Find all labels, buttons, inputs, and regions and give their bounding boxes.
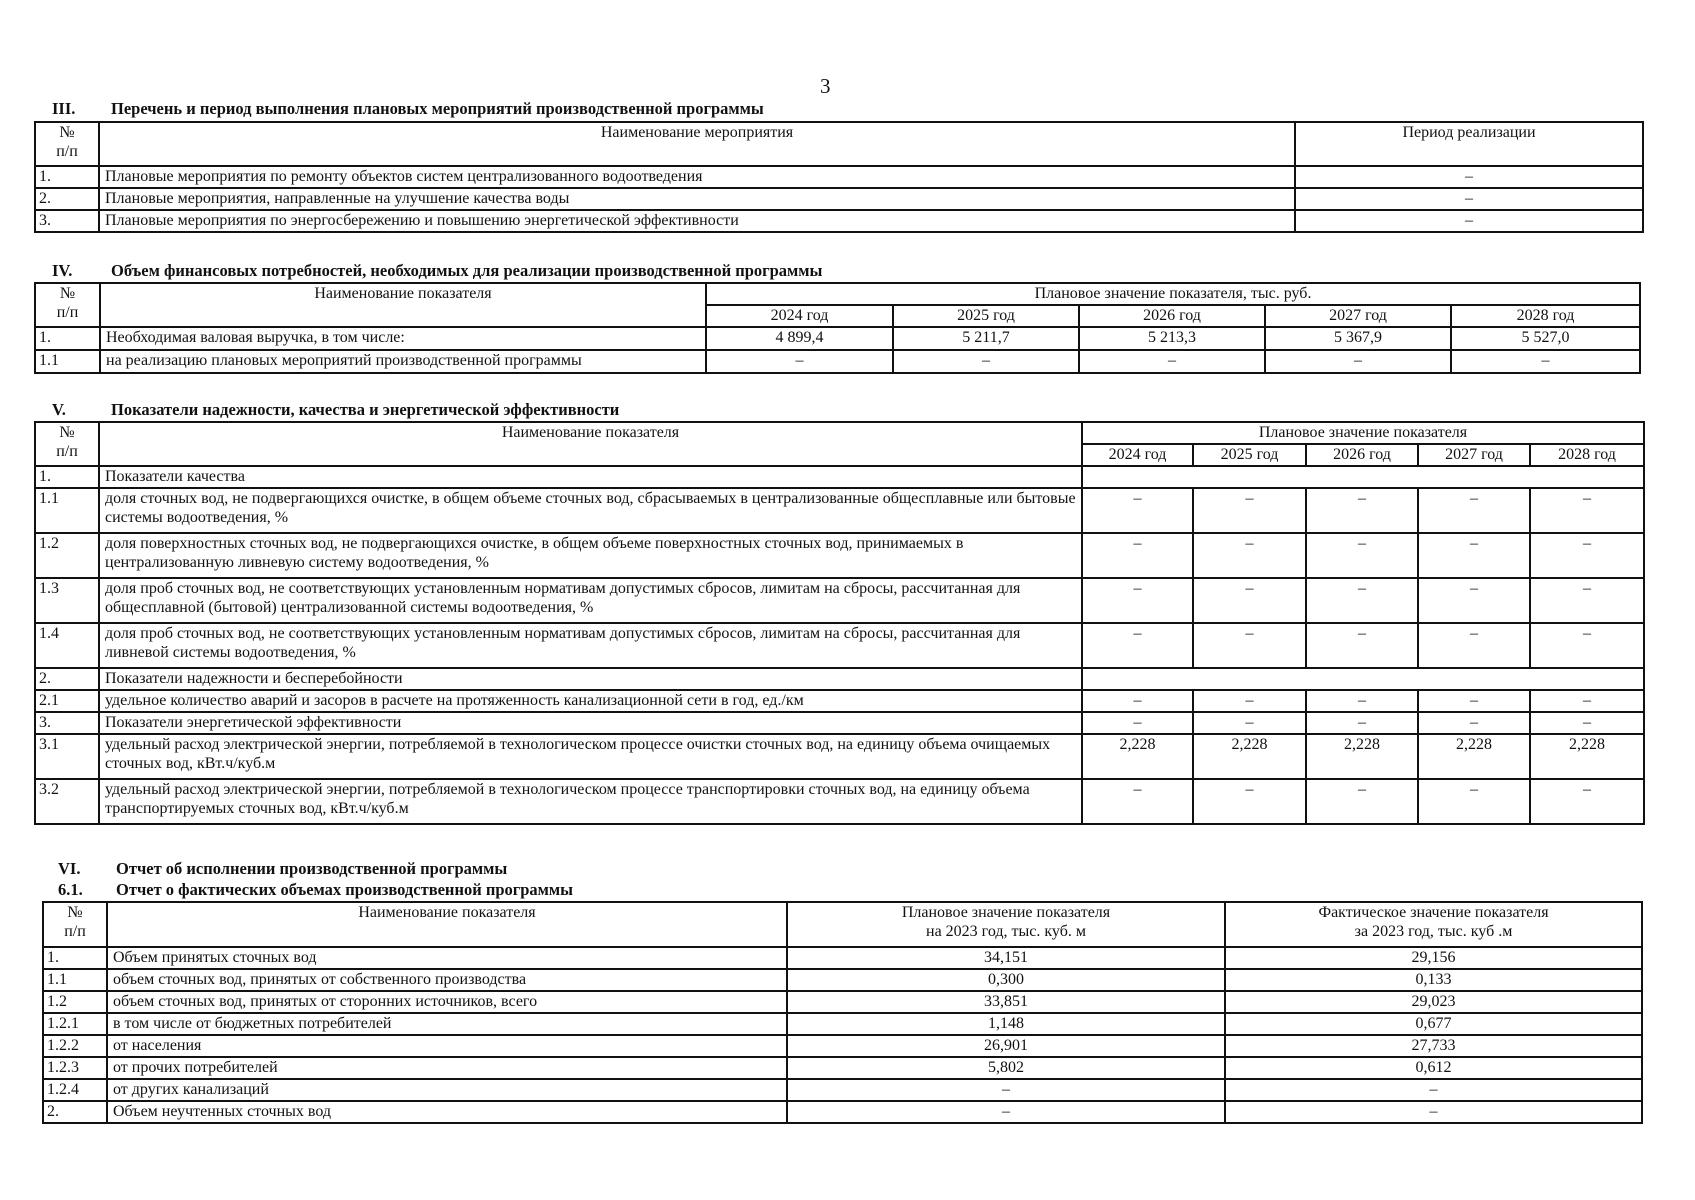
row-no: 1.3 [35,578,99,623]
table-header-row [35,122,1643,166]
row-name: удельное количество аварий и засоров в расчете на протяженность канализационной сети в год, ед./км [99,690,1082,712]
row-value: – [1306,533,1418,578]
row-period: – [1295,166,1643,188]
row-name: доля поверхностных сточных вод, не подвергающихся очистке, в общем объеме поверхностных сточных вод, принимаемых в централизованную ливневую систему водоотведения, % [99,533,1082,578]
table-group-row [35,668,1644,690]
table-row [43,1079,1642,1101]
row-name: Необходимая валовая выручка, в том числе: [100,327,706,350]
row-value: – [1306,623,1418,668]
row-plan: – [787,1079,1225,1101]
row-value: – [1451,350,1640,373]
table-row [43,991,1642,1013]
row-no: 1.2 [43,991,107,1013]
row-value: – [1306,488,1418,533]
row-empty [1082,668,1644,690]
row-value: – [1530,690,1644,712]
row-name: от других канализаций [107,1079,787,1101]
header-year: 2028 год [1451,305,1640,327]
table-row [35,779,1644,824]
row-value: – [1082,623,1193,668]
table-row [35,734,1644,779]
row-plan: 33,851 [787,991,1225,1013]
section-6-number: VI. [58,859,81,878]
row-value: – [1530,623,1644,668]
row-name: на реализацию плановых мероприятий производственной программы [100,350,706,373]
header-year: 2024 год [706,305,893,327]
header-year: 2028 год [1530,444,1644,466]
row-no: 2. [35,188,99,210]
row-value: 5 367,9 [1265,327,1451,350]
row-value: – [1193,578,1306,623]
header-year: 2025 год [1193,444,1306,466]
row-fact: – [1225,1101,1642,1123]
row-name: Плановые мероприятия по энергосбережению и повышению энергетической эффективности [99,210,1295,232]
row-value: 5 213,3 [1079,327,1265,350]
section-6-table [42,901,1643,1124]
row-no: 1. [43,947,107,969]
row-name: Показатели надежности и бесперебойности [99,668,1082,690]
row-value: – [893,350,1079,373]
row-value: – [1418,578,1530,623]
row-value: 2,228 [1082,734,1193,779]
row-value: – [1418,712,1530,734]
table-header-row [35,283,1640,305]
row-value: – [1530,578,1644,623]
header-indicator-name: Наименование показателя [107,902,787,947]
header-year: 2027 год [1418,444,1530,466]
row-value: 4 899,4 [706,327,893,350]
row-value: – [1306,712,1418,734]
section-5-table [34,421,1645,825]
row-empty [1082,466,1644,488]
section-3-table [34,121,1644,233]
table-row [43,1101,1642,1123]
table-row [35,533,1644,578]
row-no: 1.1 [43,969,107,991]
row-fact: – [1225,1079,1642,1101]
row-plan: 1,148 [787,1013,1225,1035]
row-value: – [1082,779,1193,824]
row-value: – [1079,350,1265,373]
row-no: 1.2.4 [43,1079,107,1101]
row-name: от населения [107,1035,787,1057]
row-fact: 29,156 [1225,947,1642,969]
row-no: 1.1 [35,488,99,533]
table-row [35,712,1644,734]
row-value: – [1530,779,1644,824]
row-value: – [1530,488,1644,533]
row-no: 1.4 [35,623,99,668]
header-activity-name: Наименование мероприятия [99,122,1295,166]
row-name: доля проб сточных вод, не соответствующих установленным нормативам допустимых сбросов, лимитам на сбросы, рассчитанная для общесплавной (бытовой) централизованной системы водоотведения, % [99,578,1082,623]
row-name: Плановые мероприятия, направленные на улучшение качества воды [99,188,1295,210]
row-value: – [1306,690,1418,712]
header-fact-2023: Фактическое значение показателя за 2023 год, тыс. куб .м [1225,902,1642,947]
row-value: – [1193,533,1306,578]
row-value: – [1193,779,1306,824]
table-row [35,488,1644,533]
header-no: № п/п [35,422,99,466]
row-no: 2. [35,668,99,690]
header-year: 2024 год [1082,444,1193,466]
row-value: 2,228 [1530,734,1644,779]
section-6-1-title: Отчет о фактических объемах производственной программы [116,880,574,899]
row-name: доля проб сточных вод, не соответствующих установленным нормативам допустимых сбросов, лимитам на сбросы, рассчитанная для ливневой системы водоотведения, % [99,623,1082,668]
section-6-title: Отчет об исполнении производственной программы [116,859,508,878]
table-group-row [35,466,1644,488]
row-name: удельный расход электрической энергии, потребляемой в технологическом процессе транспортировки сточных вод, на единицу объема транспортируемых сточных вод, кВт.ч/куб.м [99,779,1082,824]
row-value: – [1418,533,1530,578]
row-fact: 0,677 [1225,1013,1642,1035]
header-period: Период реализации [1295,122,1643,166]
row-no: 3. [35,712,99,734]
header-plan-value: Плановое значение показателя, тыс. руб. [706,283,1640,305]
row-plan: 0,300 [787,969,1225,991]
header-indicator-name: Наименование показателя [99,422,1082,466]
section-5-number: V. [52,400,66,419]
row-value: – [1082,533,1193,578]
row-no: 1.2.3 [43,1057,107,1079]
row-value: – [1082,690,1193,712]
row-value: – [1193,690,1306,712]
row-plan: 26,901 [787,1035,1225,1057]
row-name: объем сточных вод, принятых от сторонних источников, всего [107,991,787,1013]
row-value: – [1193,712,1306,734]
row-value: – [1193,488,1306,533]
row-value: 5 211,7 [893,327,1079,350]
header-year: 2026 год [1079,305,1265,327]
row-no: 1.2.1 [43,1013,107,1035]
table-row [35,623,1644,668]
row-fact: 29,023 [1225,991,1642,1013]
table-row [43,1057,1642,1079]
header-no: № п/п [43,902,107,947]
row-value: – [706,350,893,373]
table-row [43,947,1642,969]
row-name: Объем принятых сточных вод [107,947,787,969]
row-value: – [1418,623,1530,668]
row-value: – [1193,623,1306,668]
table-row [43,1013,1642,1035]
section-5-title: Показатели надежности, качества и энергетической эффективности [111,400,620,419]
row-name: объем сточных вод, принятых от собственного производства [107,969,787,991]
row-name: удельный расход электрической энергии, потребляемой в технологическом процессе очистки сточных вод, на единицу объема очищаемых сточных вод, кВт.ч/куб.м [99,734,1082,779]
row-no: 3. [35,210,99,232]
row-value: – [1306,779,1418,824]
header-year: 2027 год [1265,305,1451,327]
row-value: 5 527,0 [1451,327,1640,350]
row-plan: 5,802 [787,1057,1225,1079]
header-indicator-name: Наименование показателя [100,283,706,327]
row-name: от прочих потребителей [107,1057,787,1079]
row-value: – [1082,578,1193,623]
header-year: 2026 год [1306,444,1418,466]
row-no: 3.1 [35,734,99,779]
section-3-number: III. [52,99,76,118]
row-name: Показатели качества [99,466,1082,488]
row-no: 1. [35,327,100,350]
row-no: 1.2 [35,533,99,578]
row-fact: 0,612 [1225,1057,1642,1079]
row-no: 2. [43,1101,107,1123]
row-value: 2,228 [1418,734,1530,779]
row-value: – [1265,350,1451,373]
section-3-title: Перечень и период выполнения плановых мероприятий производственной программы [111,99,764,118]
row-value: – [1082,488,1193,533]
row-value: – [1306,578,1418,623]
row-plan: – [787,1101,1225,1123]
section-4-number: IV. [52,261,73,280]
row-value: – [1418,779,1530,824]
row-value: – [1530,533,1644,578]
table-row [35,690,1644,712]
section-4-title: Объем финансовых потребностей, необходимых для реализации производственной программы [111,261,823,280]
row-name: Плановые мероприятия по ремонту объектов систем централизованного водоотведения [99,166,1295,188]
row-no: 1.1 [35,350,100,373]
section-6-1-number: 6.1. [58,880,83,899]
row-name: доля сточных вод, не подвергающихся очистке, в общем объеме сточных вод, сбрасываемых в централизованные общесплавные или бытовые системы водоотведения, % [99,488,1082,533]
page-number: 3 [820,74,831,98]
header-no: № п/п [35,283,100,327]
header-plan-2023: Плановое значение показателя на 2023 год, тыс. куб. м [787,902,1225,947]
table-row [35,210,1643,232]
table-row [35,350,1640,373]
row-period: – [1295,188,1643,210]
header-no: № п/п [35,122,99,166]
row-value: 2,228 [1193,734,1306,779]
row-name: Показатели энергетической эффективности [99,712,1082,734]
table-header-row [35,422,1644,444]
table-row [35,327,1640,350]
table-row [43,1035,1642,1057]
row-plan: 34,151 [787,947,1225,969]
row-no: 1. [35,466,99,488]
row-no: 3.2 [35,779,99,824]
row-no: 1. [35,166,99,188]
row-no: 1.2.2 [43,1035,107,1057]
row-period: – [1295,210,1643,232]
row-name: Объем неучтенных сточных вод [107,1101,787,1123]
row-value: 2,228 [1306,734,1418,779]
table-header-row [43,902,1642,947]
table-row [35,166,1643,188]
row-fact: 0,133 [1225,969,1642,991]
table-row [35,578,1644,623]
row-value: – [1418,690,1530,712]
table-row [43,969,1642,991]
row-value: – [1082,712,1193,734]
table-row [35,188,1643,210]
row-value: – [1530,712,1644,734]
row-value: – [1418,488,1530,533]
header-plan-value: Плановое значение показателя [1082,422,1644,444]
row-name: в том числе от бюджетных потребителей [107,1013,787,1035]
header-year: 2025 год [893,305,1079,327]
section-4-table [34,282,1641,374]
row-no: 2.1 [35,690,99,712]
row-fact: 27,733 [1225,1035,1642,1057]
